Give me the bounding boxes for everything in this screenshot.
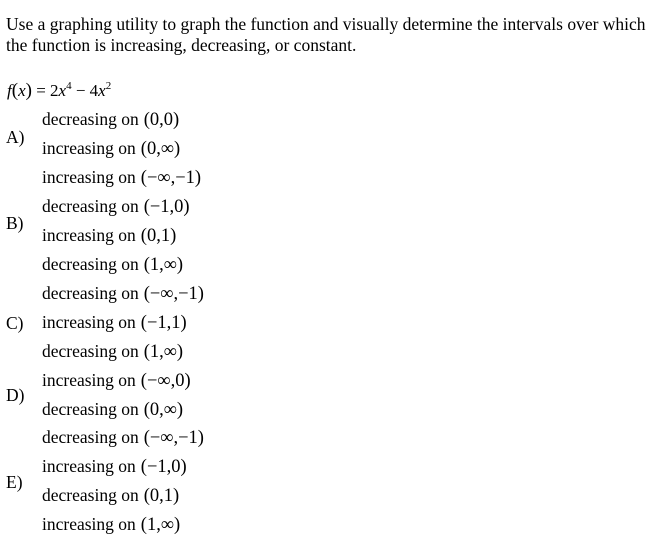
option-b-line-4[interactable] [42,253,183,276]
option-interval: (−∞,0) [140,371,191,391]
option-keyword: decreasing on [42,109,139,129]
option-interval: (−1,1) [140,313,187,333]
option-e-line-2[interactable] [42,455,187,478]
option-keyword: increasing on [42,456,136,476]
option-keyword: increasing on [42,138,136,158]
function-coef-2: 4 [89,81,99,100]
option-c-line-3[interactable] [42,340,183,363]
option-a-letter[interactable]: A) [6,127,25,147]
option-interval: (1,∞) [140,515,181,535]
option-interval: (0,∞) [143,400,184,420]
option-keyword: increasing on [42,167,136,187]
option-keyword: increasing on [42,312,136,332]
option-c-letter[interactable]: C) [6,313,24,333]
option-interval: (−1,0) [140,457,187,477]
option-interval: (0,∞) [140,139,181,159]
function-variable: x [18,81,26,100]
function-expression: $f(x) = 2x^4 - 4x^2$ [7,80,112,101]
option-a-line-1[interactable] [42,108,179,131]
option-b-line-3[interactable] [42,224,176,247]
option-e-line-4[interactable] [42,513,180,536]
option-keyword: decreasing on [42,427,139,447]
option-interval: (−∞,−1) [143,284,204,304]
option-keyword: increasing on [42,514,136,534]
option-e-letter[interactable]: E) [6,472,23,492]
question-text: Use a graphing utility to graph the function and visually determine the intervals over which the function is increasing, decreasing, or constant. [6,14,646,55]
option-b-line-2[interactable] [42,195,190,218]
option-interval: (0,1) [143,486,180,506]
option-e-line-3[interactable] [42,484,179,507]
option-keyword: decreasing on [42,485,139,505]
option-interval: (−∞,−1) [143,428,204,448]
option-keyword: increasing on [42,370,136,390]
option-interval: (1,∞) [143,342,184,362]
option-b-letter[interactable]: B) [6,213,24,233]
function-name: f [7,81,12,100]
option-interval: (1,∞) [143,255,184,275]
option-a-line-2[interactable] [42,137,180,160]
option-c-line-2[interactable] [42,311,187,334]
option-keyword: decreasing on [42,399,139,419]
option-interval: (0,0) [143,110,180,130]
option-e-line-1[interactable] [42,426,204,449]
option-keyword: decreasing on [42,283,139,303]
option-keyword: increasing on [42,225,136,245]
option-d-line-1[interactable] [42,369,191,392]
option-c-line-1[interactable] [42,282,204,305]
function-exponent-2: 2 [105,80,112,92]
function-coef-1: 2 [50,81,59,100]
option-keyword: decreasing on [42,254,139,274]
option-interval: (−1,0) [143,197,190,217]
option-interval: (0,1) [140,226,177,246]
option-b-line-1[interactable] [42,166,201,189]
function-exponent-1: 4 [66,80,72,92]
option-keyword: decreasing on [42,196,139,216]
option-d-line-2[interactable] [42,398,183,421]
option-interval: (−∞,−1) [140,168,202,188]
function-minus: − [75,81,86,100]
option-keyword: decreasing on [42,341,139,361]
option-d-letter[interactable]: D) [6,385,25,405]
